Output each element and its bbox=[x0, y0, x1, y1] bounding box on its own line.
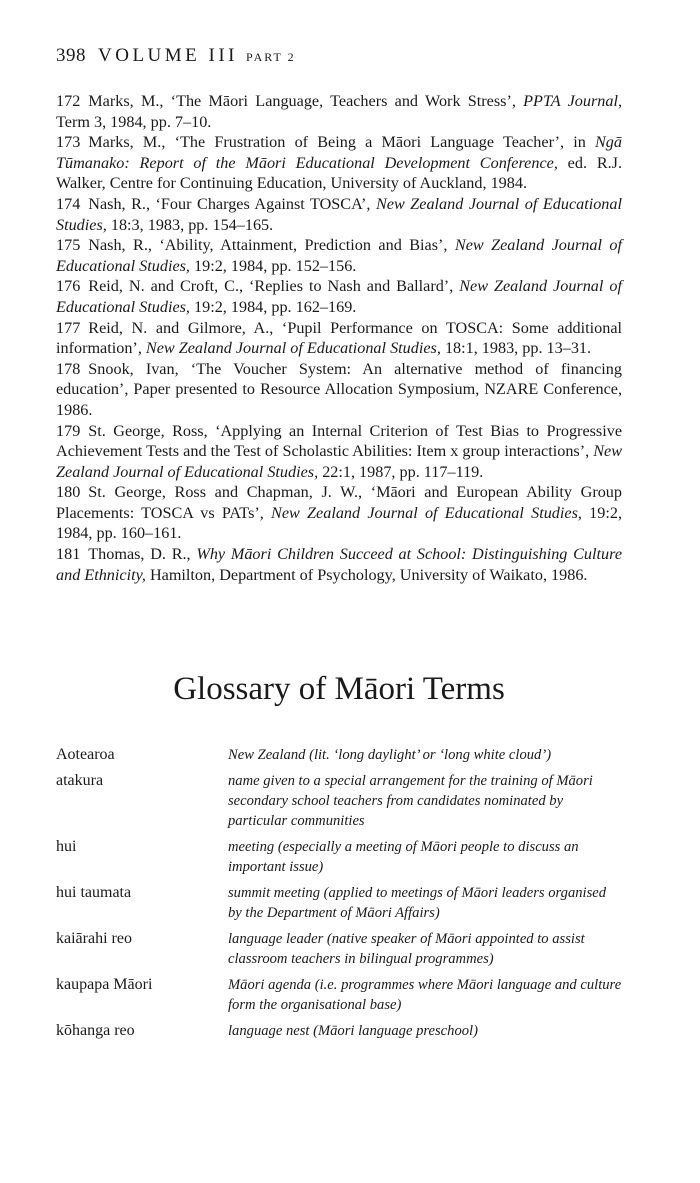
glossary-row bbox=[56, 1021, 622, 1047]
part-label: PART 2 bbox=[246, 50, 296, 64]
reference-list bbox=[56, 91, 622, 585]
glossary-definition: New Zealand (lit. ‘long daylight’ or ‘long white cloud’) bbox=[228, 747, 552, 764]
reference-number: 176 bbox=[56, 277, 81, 296]
reference-text: 18:3, 1983, pp. 154–165. bbox=[106, 215, 274, 234]
glossary-row bbox=[56, 975, 622, 1021]
reference-number: 173 bbox=[56, 133, 81, 152]
reference-entry bbox=[56, 318, 622, 359]
reference-entry bbox=[56, 421, 622, 483]
reference-title: New Zealand Journal of Educational Studies, bbox=[56, 277, 622, 316]
reference-entry bbox=[56, 91, 622, 132]
reference-title: New Zealand Journal of Educational Studies, bbox=[56, 442, 622, 481]
reference-title: Why Māori Children Succeed at School: Distinguishing Culture and Ethnicity, bbox=[56, 545, 622, 584]
reference-entry bbox=[56, 359, 622, 421]
reference-text: 18:1, 1983, pp. 13–31. bbox=[440, 339, 592, 358]
reference-text: Marks, M., ‘The Māori Language, Teachers and Work Stress’, bbox=[88, 92, 524, 110]
reference-entry bbox=[56, 482, 622, 544]
reference-title: New Zealand Journal of Educational Studies, bbox=[56, 194, 622, 234]
glossary-definition: Māori agenda (i.e. programmes where Māori language and culture form the organisational base) bbox=[228, 977, 622, 1014]
reference-text: ed. R.J. Walker, Centre for Continuing Education, University of Auckland, 1984. bbox=[56, 153, 623, 193]
glossary-body bbox=[56, 745, 622, 1047]
reference-text: Reid, N. and Gilmore, A., ‘Pupil Performance on TOSCA: Some additional information’, bbox=[56, 318, 622, 358]
glossary-row bbox=[56, 745, 622, 771]
reference-text: St. George, Ross, ‘Applying an Internal Criterion of Test Bias to Progressive Achievement Tests and the Test of Scholastic Abilities: Item x group interactions’, bbox=[56, 421, 622, 461]
reference-number: 174 bbox=[56, 194, 81, 213]
volume-label: VOLUME III bbox=[98, 45, 239, 66]
glossary-term: atakura bbox=[56, 772, 104, 790]
reference-text: Marks, M., ‘The Frustration of Being a Māori Language Teacher’, in bbox=[88, 133, 595, 152]
glossary-title: Glossary of Māori Terms bbox=[173, 671, 505, 708]
glossary-term: kaupapa Māori bbox=[56, 976, 153, 994]
reference-text: 19:2, 1984, pp. 162–169. bbox=[189, 297, 357, 316]
reference-title: New Zealand Journal of Educational Studies, bbox=[145, 339, 441, 358]
reference-text: Thomas, D. R., bbox=[88, 545, 197, 564]
reference-title: New Zealand Journal of Educational Studies, bbox=[56, 236, 622, 275]
reference-text: Hamilton, Department of Psychology, University of Waikato, 1986. bbox=[145, 565, 588, 584]
reference-text: Reid, N. and Croft, C., ‘Replies to Nash and Ballard’, bbox=[88, 277, 460, 296]
glossary-row bbox=[56, 929, 622, 975]
glossary-term: hui taumata bbox=[56, 884, 132, 902]
glossary-term: kōhanga reo bbox=[56, 1022, 135, 1040]
glossary-definition: meeting (especially a meeting of Māori people to discuss an important issue) bbox=[228, 839, 579, 876]
reference-text: 19:2, 1984, pp. 152–156. bbox=[189, 256, 357, 275]
reference-text: Snook, Ivan, ‘The Voucher System: An alternative method of financing education’, Paper presented to Resource Allocation Symposium, NZARE Conference, 1986. bbox=[56, 359, 622, 419]
reference-entry bbox=[56, 194, 622, 235]
reference-number: 180 bbox=[56, 483, 81, 502]
document-page bbox=[56, 44, 622, 1047]
glossary-row bbox=[56, 883, 622, 929]
reference-entry bbox=[56, 544, 622, 585]
reference-entry bbox=[56, 132, 622, 194]
reference-text: 19:2, 1984, pp. 160–161. bbox=[56, 503, 622, 543]
glossary-table bbox=[56, 745, 622, 1047]
reference-text: Nash, R., ‘Four Charges Against TOSCA’, bbox=[88, 194, 376, 213]
reference-text: Nash, R., ‘Ability, Attainment, Prediction and Bias’, bbox=[88, 236, 455, 255]
reference-number: 181 bbox=[56, 545, 81, 564]
reference-text: 22:1, 1987, pp. 117–119. bbox=[318, 462, 484, 481]
reference-number: 177 bbox=[56, 318, 81, 337]
glossary-definition: name given to a special arrangement for the training of Māori secondary school teachers from candidates nominated by particular communities bbox=[228, 773, 593, 830]
reference-number: 179 bbox=[56, 421, 81, 440]
reference-number: 178 bbox=[56, 359, 81, 378]
reference-text: St. George, Ross and Chapman, J. W., ‘Māori and European Ability Group Placements: TOSCA vs PATs’, bbox=[56, 483, 622, 522]
reference-title: PPTA Journal, bbox=[523, 92, 622, 110]
glossary-row bbox=[56, 837, 622, 883]
reference-entry bbox=[56, 276, 622, 317]
reference-entry bbox=[56, 235, 622, 276]
reference-title: New Zealand Journal of Educational Studies, bbox=[271, 503, 582, 522]
glossary-term: Aotearoa bbox=[56, 746, 115, 764]
glossary-term: kaiārahi reo bbox=[56, 930, 132, 948]
glossary-row bbox=[56, 771, 622, 837]
glossary-definition: summit meeting (applied to meetings of Māori leaders organised by the Department of Māori Affairs) bbox=[228, 885, 607, 922]
glossary-definition: language leader (native speaker of Māori appointed to assist classroom teachers in bilingual programmes) bbox=[228, 931, 585, 968]
running-head bbox=[56, 44, 622, 69]
reference-number: 175 bbox=[56, 236, 81, 255]
glossary-term: hui bbox=[56, 838, 77, 856]
reference-title: Ngā Tūmanako: Report of the Māori Educational Development Conference, bbox=[56, 133, 622, 172]
page-number: 398 bbox=[56, 45, 86, 66]
reference-text: Term 3, 1984, pp. 7–10. bbox=[56, 112, 212, 131]
reference-number: 172 bbox=[56, 92, 81, 110]
glossary-definition: language nest (Māori language preschool) bbox=[228, 1023, 478, 1040]
